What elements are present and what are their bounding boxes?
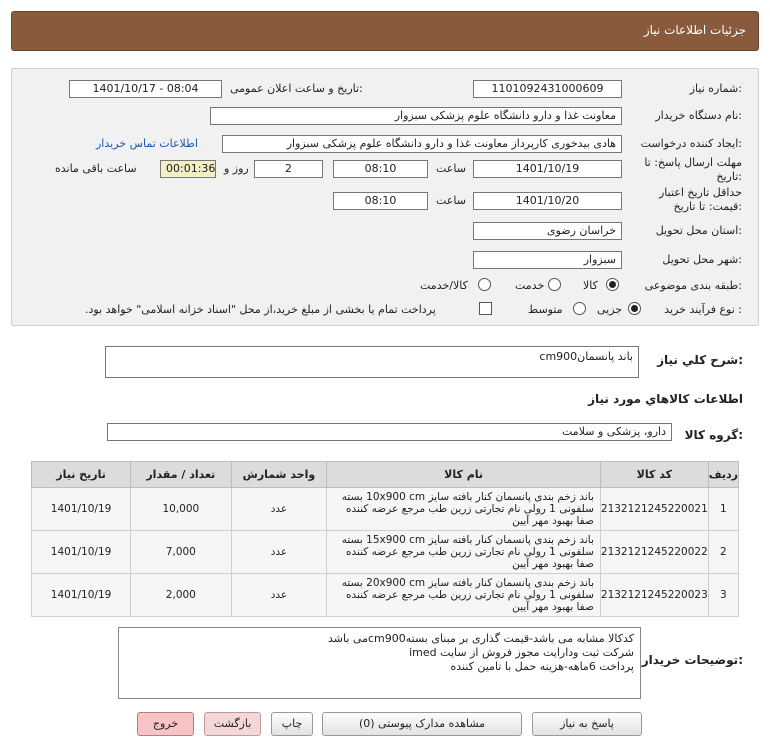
- requester-label: ایجاد کننده درخواست:: [640, 137, 742, 150]
- province-label: استان محل تحویل:: [655, 224, 742, 237]
- cell-qty: 10,000: [131, 488, 231, 531]
- requester-field: هادی بیدخوری کارپرداز معاونت غذا و دارو دانشگاه علوم پزشکی سبزوار: [222, 135, 622, 153]
- buyer-note-line: پرداخت 6ماهه-هزینه حمل با تامین کننده: [450, 660, 634, 673]
- cell-code: 2132121245220022: [600, 531, 708, 574]
- cell-code: 2132121245220023: [600, 574, 708, 617]
- table-row: [32, 574, 739, 617]
- buyer-note-line: کدکالا مشابه می باشد-قیمت گذاری بر مبنای بستهcm900می باشد: [328, 632, 634, 645]
- cell-name: باند زخم بندی پانسمان کنار بافته سایز 15x900 cm بسته سلفونی 1 رولی نام تجارتی زرین طب مرجع عرضه کننده صفا بهبود مهر آیین: [327, 531, 601, 574]
- treasury-checkbox[interactable]: [479, 302, 492, 315]
- buyer-org-field: معاونت غذا و دارو دانشگاه علوم پزشکی سبزوار: [210, 107, 622, 125]
- col-header-unit: واحد شمارش: [231, 462, 327, 488]
- city-label: شهر محل تحویل:: [662, 253, 742, 266]
- cell-row: 3: [708, 574, 738, 617]
- need-number-label: شماره نیاز:: [689, 82, 742, 95]
- price-valid-time-field: 08:10: [333, 192, 428, 210]
- col-header-row: ردیف: [708, 462, 738, 488]
- table-row: [32, 531, 739, 574]
- general-desc-label: شرح کلي نياز:: [657, 353, 743, 367]
- cell-unit: عدد: [231, 574, 327, 617]
- page-header: [11, 11, 759, 51]
- reply-time-field: 08:10: [333, 160, 428, 178]
- category-radio-both[interactable]: [478, 278, 491, 291]
- reply-date-field: 1401/10/19: [473, 160, 622, 178]
- purchase-radio-minor[interactable]: [628, 302, 641, 315]
- goods-info-title: اطلاعات کالاهاي مورد نياز: [588, 392, 743, 406]
- days-field: 2: [254, 160, 323, 178]
- exit-button[interactable]: خروج: [137, 712, 194, 736]
- announce-label: تاریخ و ساعت اعلان عمومی:: [230, 82, 363, 95]
- general-desc-field: باند پانسمانcm900: [105, 346, 639, 378]
- goods-group-label: گروه کالا:: [684, 428, 743, 442]
- cell-qty: 2,000: [131, 574, 231, 617]
- purchase-radio-medium[interactable]: [573, 302, 586, 315]
- reply-time-label: ساعت: [436, 162, 466, 175]
- buyer-contact-link[interactable]: اطلاعات تماس خریدار: [96, 137, 198, 150]
- page-title: جزئیات اطلاعات نیاز: [643, 23, 746, 37]
- purchase-medium-label: متوسط: [528, 303, 563, 316]
- reply-deadline-label: مهلت ارسال پاسخ: تا تاریخ:: [644, 156, 742, 183]
- goods-group-field: دارو، پزشکی و سلامت: [107, 423, 672, 441]
- category-label: طبقه بندی موضوعی:: [644, 279, 742, 292]
- city-field: سبزوار: [473, 251, 622, 269]
- cell-name: باند زخم بندی پانسمان کنار بافته سایز 20x900 cm بسته سلفونی 1 رولی نام تجارتی زرین طب مرجع عرضه کننده صفا بهبود مهر آیین: [327, 574, 601, 617]
- category-both-label: کالا/خدمت: [420, 279, 468, 292]
- purchase-type-label: نوع فرآیند خرید :: [664, 303, 742, 316]
- print-button[interactable]: چاپ: [271, 712, 313, 736]
- table-header-row: [32, 462, 739, 488]
- cell-row: 2: [708, 531, 738, 574]
- category-radio-goods[interactable]: [606, 278, 619, 291]
- days-label: روز و: [224, 162, 249, 175]
- cell-date: 1401/10/19: [32, 574, 131, 617]
- cell-date: 1401/10/19: [32, 488, 131, 531]
- cell-unit: عدد: [231, 488, 327, 531]
- attachments-button[interactable]: مشاهده مدارک پیوستی (0): [322, 712, 522, 736]
- cell-row: 1: [708, 488, 738, 531]
- col-header-date: تاریخ نیاز: [32, 462, 131, 488]
- buyer-org-label: نام دستگاه خریدار:: [655, 109, 742, 122]
- need-number-field: 1101092431000609: [473, 80, 622, 98]
- cell-qty: 7,000: [131, 531, 231, 574]
- category-service-label: خدمت: [515, 279, 545, 292]
- category-radio-service[interactable]: [548, 278, 561, 291]
- announce-field: 1401/10/17 - 08:04: [69, 80, 222, 98]
- buyer-note-line: شرکت ثبت ودارایت مجوز فروش از سایت imed: [409, 646, 634, 659]
- cell-unit: عدد: [231, 531, 327, 574]
- goods-table: [31, 461, 739, 617]
- back-button[interactable]: بازگشت: [204, 712, 261, 736]
- province-field: خراسان رضوی: [473, 222, 622, 240]
- price-valid-label: حداقل تاریخ اعتبار قیمت: تا تاریخ:: [658, 186, 742, 213]
- col-header-qty: تعداد / مقدار: [131, 462, 231, 488]
- price-valid-date-field: 1401/10/20: [473, 192, 622, 210]
- cell-code: 2132121245220021: [600, 488, 708, 531]
- remaining-time-field: 00:01:36: [160, 160, 216, 178]
- price-valid-time-label: ساعت: [436, 194, 466, 207]
- purchase-minor-label: جزیی: [597, 303, 623, 316]
- category-goods-label: کالا: [583, 279, 598, 292]
- col-header-code: کد کالا: [600, 462, 708, 488]
- col-header-name: نام کالا: [327, 462, 601, 488]
- table-row: [32, 488, 739, 531]
- remaining-label: ساعت باقی مانده: [55, 162, 137, 175]
- cell-date: 1401/10/19: [32, 531, 131, 574]
- cell-name: باند زخم بندی پانسمان کنار بافته سایز 10x900 cm بسته سلفونی 1 رولی نام تجارتی زرین طب مرجع عرضه کننده صفا بهبود مهر آیین: [327, 488, 601, 531]
- treasury-note: پرداخت تمام یا بخشی از مبلغ خرید،از محل "اسناد خزانه اسلامی" خواهد بود.: [85, 303, 436, 316]
- reply-button[interactable]: پاسخ به نیاز: [532, 712, 642, 736]
- buyer-notes-label: توضیحات خریدار:: [641, 653, 743, 667]
- buyer-notes-box: [118, 627, 641, 699]
